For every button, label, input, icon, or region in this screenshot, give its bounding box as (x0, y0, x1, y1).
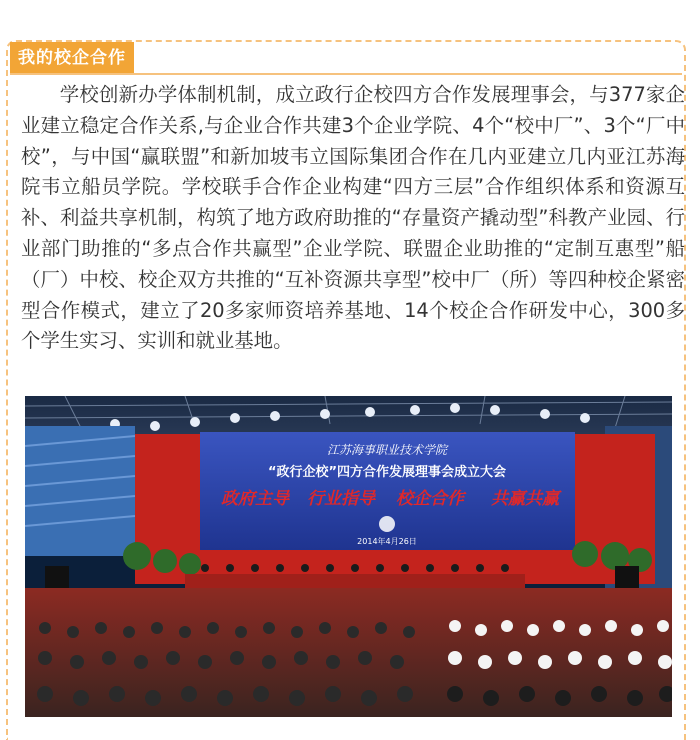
section-title: 我的校企合作 (10, 42, 134, 74)
banner-slogan-4: 共赢共赢 (491, 489, 559, 509)
article-paragraph: 学校创新办学体制机制，成立政行企校四方合作发展理事会，与377家企业建立稳定合作关系,与企业合作共建3个企业学院、4个“校中厂”、3个“厂中校”，与中国“赢联盟”和新加坡韦立国际集团合作在几内亚建立几内亚江苏海院韦立船员学院。学校联手合作企业构建“四方三层”合作组织体系和资源互补、利益共享机制，构筑了地方政府助推的“存量资产撬动型”科教产业园、行业部门助推的“多点合作共赢型”企业学院、联盟企业助推的“定制互惠型”船（厂）中校、校企双方共推的“互补资源共享型”校中厂（所）等四种校企紧密型合作模式，建立了20多家师资培养基地、14个校企合作研发中心，300多个学生实习、实训和就业基地。 (21, 83, 685, 353)
school-emblem (379, 516, 395, 532)
banner-slogan-3: 校企合作 (396, 489, 464, 509)
banner-slogan-1: 政府主导 (221, 489, 289, 509)
presidium-table (185, 574, 525, 588)
banner-date: 2014年4月26日 (357, 537, 417, 546)
conference-photo (25, 396, 672, 717)
banner-slogan-2: 行业指导 (307, 489, 375, 509)
section-divider (10, 73, 682, 75)
banner-school: 江苏海事职业技术学院 (326, 443, 448, 457)
banner-title: “政行企校”四方合作发展理事会成立大会 (267, 465, 507, 480)
